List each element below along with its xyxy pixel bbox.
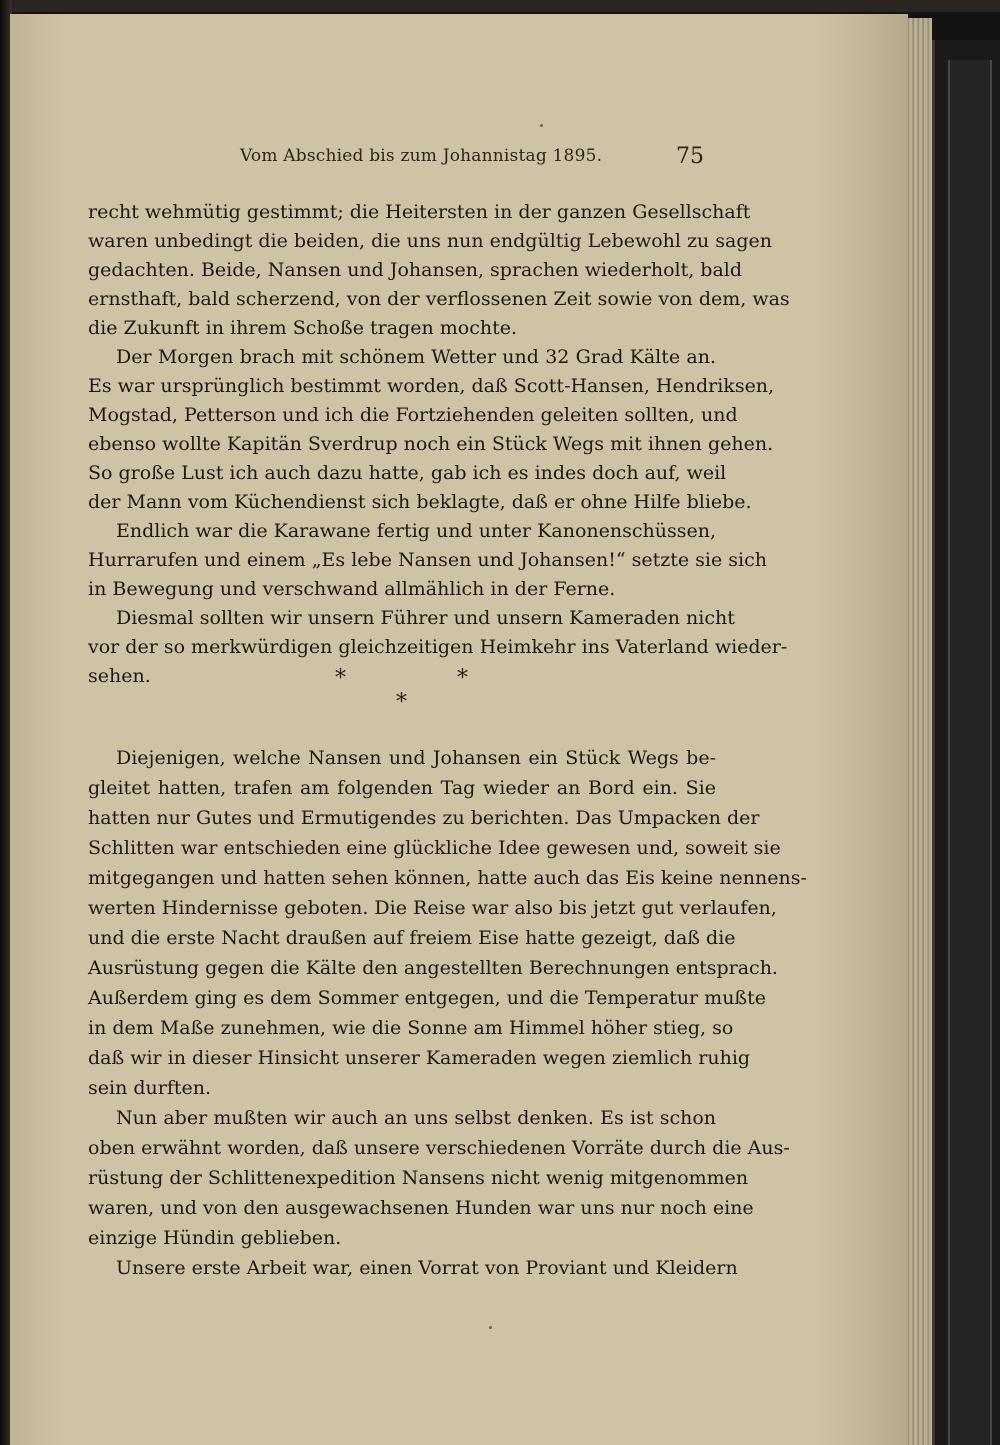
- running-title: Vom Abschied bis zum Johannistag 1895.: [240, 146, 603, 166]
- text-line: werten Hindernisse geboten. Die Reise war also bis jetzt gut verlaufen,: [88, 897, 777, 919]
- scan-speck: [489, 1326, 492, 1329]
- text-line: daß wir in dieser Hinsicht unserer Kameraden wegen ziemlich ruhig: [88, 1047, 751, 1069]
- scan-speck: [540, 124, 543, 127]
- text-line: vor der so merkwürdigen gleichzeitigen Heimkehr ins Vaterland wieder-: [88, 636, 788, 658]
- text-line: Endlich war die Karawane fertig und unter Kanonenschüssen,: [116, 520, 716, 542]
- section-divider-asterisk: *: [457, 666, 468, 691]
- scan-top-edge: [0, 0, 1000, 12]
- text-line: Schlitten war entschieden eine glückliche Idee gewesen und, soweit sie: [88, 837, 781, 859]
- text-line: So große Lust ich auch dazu hatte, gab ich es indes doch auf, weil: [88, 462, 727, 484]
- text-line: Diejenigen, welche Nansen und Johansen ein Stück Wegs be-: [116, 747, 716, 769]
- text-line: Außerdem ging es dem Sommer entgegen, und die Temperatur mußte: [88, 987, 767, 1009]
- section-divider-asterisk: *: [335, 666, 346, 691]
- text-line: und die erste Nacht draußen auf freiem Eise hatte gezeigt, daß die: [88, 927, 736, 949]
- text-line: waren unbedingt die beiden, die uns nun endgültig Lebewohl zu sagen: [88, 230, 773, 252]
- page-number: 75: [676, 144, 704, 169]
- text-line: in Bewegung und verschwand allmählich in der Ferne.: [88, 578, 616, 600]
- text-line: ebenso wollte Kapitän Sverdrup noch ein Stück Wegs mit ihnen gehen.: [88, 433, 774, 455]
- text-line: Unsere erste Arbeit war, einen Vorrat von Proviant und Kleidern: [116, 1257, 738, 1279]
- text-line: Mogstad, Petterson und ich die Fortziehenden geleiten sollten, und: [88, 404, 738, 426]
- text-line: oben erwähnt worden, daß unsere verschiedenen Vorräte durch die Aus-: [88, 1137, 790, 1159]
- text-line: Hurrarufen und einem „Es lebe Nansen und Johansen!“ setzte sie sich: [88, 549, 767, 571]
- text-line: rüstung der Schlittenexpedition Nansens nicht wenig mitgenommen: [88, 1167, 749, 1189]
- text-line: gedachten. Beide, Nansen und Johansen, sprachen wiederholt, bald: [88, 259, 743, 281]
- section-divider-asterisk: *: [396, 690, 407, 715]
- text-line: sein durften.: [88, 1077, 212, 1099]
- text-line: einzige Hündin geblieben.: [88, 1227, 342, 1249]
- text-line: die Zukunft in ihrem Schoße tragen mochte.: [88, 317, 517, 339]
- text-line: sehen.: [88, 665, 151, 687]
- text-line: Der Morgen brach mit schönem Wetter und 32 Grad Kälte an.: [116, 346, 716, 368]
- text-line: Ausrüstung gegen die Kälte den angestellten Berechnungen entsprach.: [88, 957, 778, 979]
- text-line: hatten nur Gutes und Ermutigendes zu berichten. Das Umpacken der: [88, 807, 760, 829]
- text-line: Nun aber mußten wir auch an uns selbst denken. Es ist schon: [116, 1107, 716, 1129]
- text-line: mitgegangen und hatten sehen können, hatte auch das Eis keine nennens-: [88, 867, 807, 889]
- text-line: Es war ursprünglich bestimmt worden, daß Scott-Hansen, Hendriksen,: [88, 375, 775, 397]
- text-line: gleitet hatten, trafen am folgenden Tag wieder an Bord ein. Sie: [88, 777, 716, 799]
- text-line: in dem Maße zunehmen, wie die Sonne am Himmel höher stieg, so: [88, 1017, 734, 1039]
- text-line: Diesmal sollten wir unsern Führer und unsern Kameraden nicht: [116, 607, 735, 629]
- text-line: waren, und von den ausgewachsenen Hunden war uns nur noch eine: [88, 1197, 754, 1219]
- text-line: der Mann vom Küchendienst sich beklagte, daß er ohne Hilfe bliebe.: [88, 491, 752, 513]
- book-cover-band: [948, 60, 992, 1445]
- text-line: ernsthaft, bald scherzend, von der verflossenen Zeit sowie von dem, was: [88, 288, 790, 310]
- text-line: recht wehmütig gestimmt; die Heitersten in der ganzen Gesellschaft: [88, 201, 751, 223]
